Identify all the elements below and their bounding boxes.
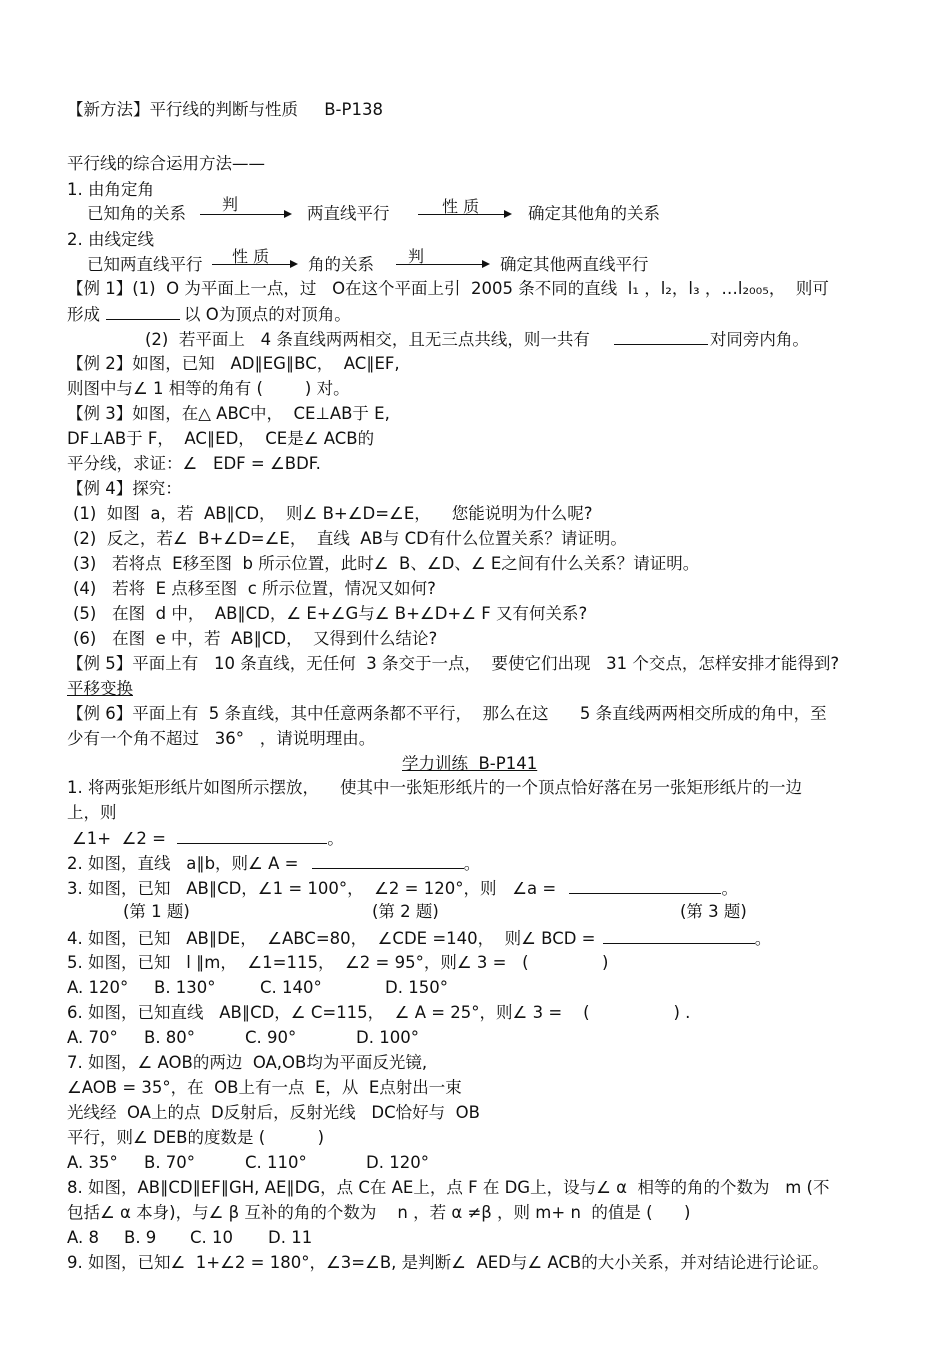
q7-line4: 平行，则∠ DEB的度数是 ( ) <box>67 1128 325 1147</box>
q6-option: D. 100° <box>356 1028 419 1047</box>
q2-answer-blank <box>312 853 464 869</box>
caption-q2: (第 2 题) <box>372 902 439 921</box>
q5-option: B. 130° <box>154 978 216 997</box>
q8-option: A. 8 <box>67 1228 99 1247</box>
q1-line1: 1. 将两张矩形纸片如图所示摆放， 使其中一张矩形纸片的一个顶点恰好落在另一张矩形纸片的一边 <box>67 778 802 797</box>
q7-line1: 7. 如图，∠ AOB的两边 OA,OB均为平面反光镜, <box>67 1053 428 1072</box>
q5-option: C. 140° <box>260 978 322 997</box>
ex4-item: (5) 在图 d 中， AB∥CD，∠ E+∠G与∠ B+∠D+∠ F 又有何关系? <box>73 604 588 623</box>
ex1-blank1 <box>106 304 180 320</box>
ex4-title: 【例 4】探究： <box>67 479 182 498</box>
method1-parallel: 两直线平行 <box>307 204 390 223</box>
q1-line2: 上，则 <box>67 803 117 822</box>
method1-arrow1-label: 判 <box>222 195 239 214</box>
method1-arrow2 <box>418 214 510 215</box>
method2-angle: 角的关系 <box>308 255 374 274</box>
method2-result: 确定其他两直线平行 <box>500 255 649 274</box>
method2-arrow1 <box>212 264 296 265</box>
q7-option: A. 35° <box>67 1153 118 1172</box>
ex4-item: (1) 如图 a，若 AB∥CD， 则∠ B+∠D=∠E， 您能说明为什么呢? <box>73 504 593 523</box>
method2-arrow1-label: 性 质 <box>232 247 270 266</box>
q6-option: B. 80° <box>144 1028 196 1047</box>
q1-answer-blank <box>177 828 327 844</box>
ex4-item: (6) 在图 e 中，若 AB∥CD， 又得到什么结论? <box>73 629 438 648</box>
q7-option: B. 70° <box>144 1153 196 1172</box>
q2-line: 2. 如图，直线 a∥b，则∠ A = 。 <box>67 854 481 873</box>
method2-arrow2-label: 判 <box>408 247 425 266</box>
q4-line: 4. 如图，已知 AB∥DE， ∠ABC=80， ∠CDE =140， 则∠ BCD = 。 <box>67 929 772 948</box>
q8-line2: 包括∠ α 本身)，与∠ β 互补的角的个数为 n ，若 α ≠β ，则 m+ n 的值是 ( ) <box>67 1203 691 1222</box>
q5-line1: 5. 如图，已知 l ∥m， ∠1=115， ∠2 = 95°，则∠ 3 = ( ) <box>67 953 609 972</box>
q8-option: D. 11 <box>268 1228 313 1247</box>
q8-line1: 8. 如图，AB∥CD∥EF∥GH, AE∥DG，点 C在 AE上，点 F 在 DG上，设与∠ α 相等的角的个数为 m (不 <box>67 1178 830 1197</box>
ex3-line2: DF⊥AB于 F， AC∥ED， CE是∠ ACB的 <box>67 429 375 448</box>
ex3-line1: 【例 3】如图，在△ ABC中， CE⊥AB于 E, <box>67 404 390 423</box>
method1-result: 确定其他角的关系 <box>528 204 660 223</box>
q3-line: 3. 如图，已知 AB∥CD，∠1 = 100°， ∠2 = 120°，则 ∠a = 。 <box>67 879 738 898</box>
caption-q1: (第 1 题) <box>123 902 190 921</box>
q5-option: D. 150° <box>385 978 448 997</box>
q4-answer-blank <box>603 928 755 944</box>
ex1-line3: (2) 若平面上 4 条直线两两相交，且无三点共线，则一共有 对同旁内角。 <box>145 330 809 349</box>
section-translation: 平移变换 <box>67 679 133 698</box>
q7-line2: ∠AOB = 35°，在 OB上有一点 E，从 E点射出一束 <box>67 1078 462 1097</box>
q8-option: B. 9 <box>124 1228 157 1247</box>
q8-option: C. 10 <box>190 1228 234 1247</box>
method1-arrow1 <box>200 214 290 215</box>
ex4-item: (2) 反之，若∠ B+∠D=∠E， 直线 AB与 CD有什么位置关系？请证明。 <box>73 529 627 548</box>
method1-arrow2-label: 性 质 <box>442 197 480 216</box>
q9-line: 9. 如图，已知∠ 1+∠2 = 180°，∠3=∠B, 是判断∠ AED与∠ ACB的大小关系，并对结论进行论证。 <box>67 1253 829 1272</box>
ex1-blank2 <box>614 329 708 345</box>
method1-title: 1. 由角定角 <box>67 180 154 199</box>
q7-line3: 光线经 OA上的点 D反射后，反射光线 DC恰好与 OB <box>67 1103 480 1122</box>
q5-option: A. 120° <box>67 978 129 997</box>
caption-q3: (第 3 题) <box>680 902 747 921</box>
ex3-line3: 平分线，求证：∠ EDF = ∠BDF. <box>67 454 321 473</box>
ex6-line2: 少有一个角不超过 36° ，请说明理由。 <box>67 729 376 748</box>
method1-known: 已知角的关系 <box>87 204 186 223</box>
intro-line: 平行线的综合运用方法—— <box>67 154 265 173</box>
method2-arrow2 <box>396 264 488 265</box>
ex4-item: (4) 若将 E 点移至图 c 所示位置，情况又如何? <box>73 579 436 598</box>
ex5-line: 【例 5】平面上有 10 条直线，无任何 3 条交于一点， 要使它们出现 31 个交点，怎样安排才能得到? <box>67 654 840 673</box>
ex4-item: (3) 若将点 E移至图 b 所示位置，此时∠ B、∠D、∠ E之间有什么关系？请证明。 <box>73 554 700 573</box>
q7-option: C. 110° <box>245 1153 307 1172</box>
ex1-line2: 形成 以 O为顶点的对顶角。 <box>67 305 351 324</box>
ex6-line1: 【例 6】平面上有 5 条直线，其中任意两条都不平行， 那么在这 5 条直线两两相交所成的角中，至 <box>67 704 827 723</box>
training-title: 学力训练 B-P141 <box>402 754 538 773</box>
q3-answer-blank <box>569 878 721 894</box>
q6-option: C. 90° <box>245 1028 297 1047</box>
method2-title: 2. 由线定线 <box>67 230 154 249</box>
ex2-line1: 【例 2】如图，已知 AD∥EG∥BC， AC∥EF, <box>67 354 400 373</box>
ex1-line1: 【例 1】(1) O 为平面上一点，过 O在这个平面上引 2005 条不同的直线 l₁ ，l₂，l₃ ，…l₂₀₀₅， 则可 <box>67 279 829 298</box>
q7-option: D. 120° <box>366 1153 429 1172</box>
q6-line1: 6. 如图，已知直线 AB∥CD，∠ C=115， ∠ A = 25°，则∠ 3 = ( ) . <box>67 1003 691 1022</box>
method2-known: 已知两直线平行 <box>87 255 203 274</box>
ex2-line2: 则图中与∠ 1 相等的角有 ( ) 对。 <box>67 379 350 398</box>
q1-line3: ∠1+ ∠2 = 。 <box>72 829 344 848</box>
page-header: 【新方法】平行线的判断与性质 B-P138 <box>67 100 383 119</box>
q6-option: A. 70° <box>67 1028 118 1047</box>
